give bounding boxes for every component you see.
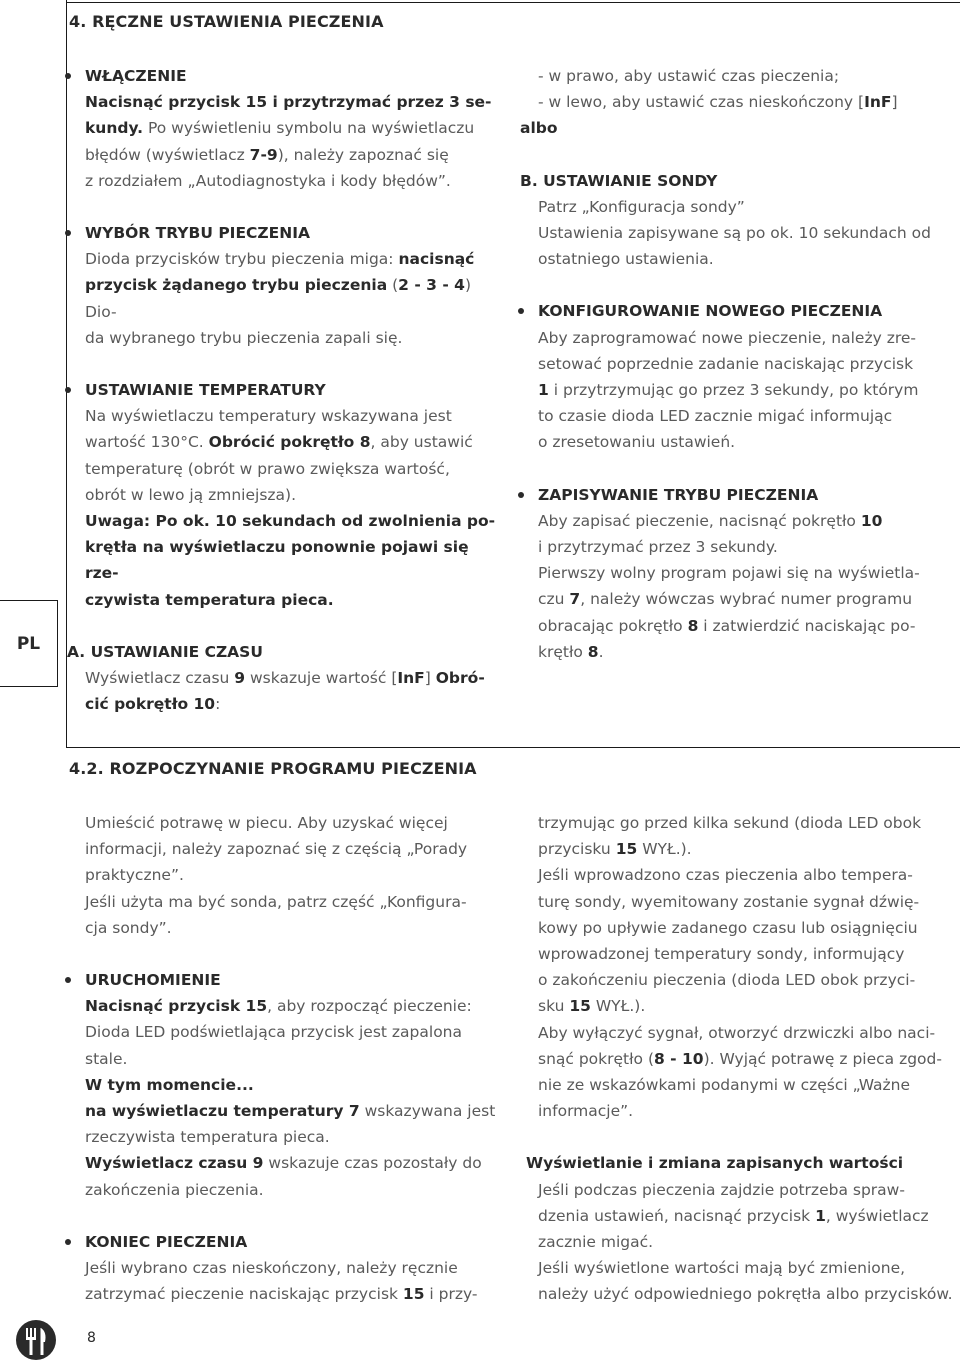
text-line: temperaturę (obrót w prawo zwiększa wartość, [85,459,450,478]
text-span: ] [891,93,898,112]
text-line [85,429,505,455]
text-span: i zatwierdzić naciskając po- [698,616,916,635]
text-line: W tym momencie... [85,1075,254,1094]
text-line: turę sondy, wyemitowany zostanie sygnał dźwię- [538,892,920,911]
section42-right-column [526,810,958,1308]
text-line: Jeśli użyta ma być sonda, patrz część „Konfigura- [85,892,467,911]
heading-wybor: WYBÓR TRYBU PIECZENIA [85,220,505,246]
section42-left-column [85,810,505,1307]
text-line [538,993,958,1019]
text-span: przycisku [538,840,616,859]
heading-czas: A. USTAWIANIE CZASU [67,642,263,661]
text-line: Jeśli wyświetlone wartości mają być zmienione, [538,1259,906,1278]
text-bold: 7 [569,590,581,609]
heading-zapis: ZAPISYWANIE TRYBU PIECZENIA [538,482,958,508]
text-line: Umieścić potrawę w piecu. Aby uzyskać więcej [85,814,448,832]
text-bold: na wyświetlaczu temperatury 7 [85,1102,360,1121]
text-span: - w lewo, aby ustawić czas nieskończony [ [538,93,865,112]
section42-title: 4.2. ROZPOCZYNANIE PROGRAMU PIECZENIA [69,759,477,778]
text-span: dzenia ustawień, nacisnąć przycisk [538,1206,816,1225]
text-line [538,1203,958,1229]
text-line: Aby zaprogramować nowe pieczenie, należy zre- [538,328,916,347]
text-span: i przy- [424,1285,478,1304]
text-bold: 15 [615,840,638,859]
text-span: . [598,642,604,661]
text-span: wartość 130°C. [85,433,209,452]
text-span: ( [387,276,399,295]
text-line: Dioda LED podświetlająca przycisk jest zapalona [85,1023,463,1042]
text-line [85,246,505,272]
left-rule [66,0,67,748]
text-span: obracając pokrętło [538,616,688,635]
page-number: 8 [87,1330,96,1346]
text-bold: nacisnąć [398,250,475,269]
text-line: Na wyświetlaczu temperatury wskazywana jest [85,407,452,426]
text-line [538,89,958,115]
text-line [85,993,505,1019]
text-line: nie ze wskazówkami podanymi w części „Ważne [538,1076,911,1095]
text-bold: Nacisnąć przycisk 15 [85,997,268,1016]
text-line [85,691,505,717]
text-line: zacznie migać. [538,1233,654,1252]
text-line [85,272,505,324]
text-bold: kundy. [85,119,144,138]
text-line: Jeśli wybrano czas nieskończony, należy ręcznie [85,1259,458,1278]
text-span: , wyświetlacz [825,1206,929,1225]
text-span: i przytrzymując go przez 3 sekundy, po którym [548,381,919,400]
text-line: - w prawo, aby ustawić czas pieczenia; [538,67,840,85]
heading-temperatura: USTAWIANIE TEMPERATURY [85,377,505,403]
text-line: kowy po upływie zadanego czasu lub osiągnięciu [538,918,918,937]
text-line [538,377,958,403]
text-span: wskazuje wartość [ [245,669,398,688]
text-bold: Wyświetlacz czasu 9 [85,1154,264,1173]
text-line: ostatniego ustawienia. [538,250,714,269]
text-bold: 10 [860,511,883,530]
text-line: Pierwszy wolny program pojawi się na wyświetla- [538,564,920,583]
text-span: zatrzymać pieczenie naciskając przycisk [85,1285,403,1304]
text-line [538,639,958,665]
text-line: Ustawienia zapisywane są po ok. 10 sekundach od [538,224,931,243]
text-line: cja sondy”. [85,918,172,937]
text-span: błędów (wyświetlacz [85,145,250,164]
text-bold: 7-9 [249,145,278,164]
text-bold: InF [864,93,892,112]
text-line: setować poprzednie zadanie naciskając przycisk [538,354,914,373]
text-line [538,613,958,639]
text-bold: przycisk żądanego trybu pieczenia [85,276,388,295]
text-span: sku [538,997,570,1016]
language-tab: PL [0,600,58,687]
text-line: czywista temperatura pieca. [85,590,334,609]
text-line: o zakończeniu pieczenia (dioda LED obok przyci- [538,971,916,990]
text-line: praktyczne”. [85,866,184,885]
heading-wlaczenie: WŁĄCZENIE [85,63,505,89]
heading-wyswietlanie: Wyświetlanie i zmiana zapisanych wartości [526,1154,904,1173]
text-line: o zresetowaniu ustawień. [538,433,736,452]
text-span: ) Dio- [85,276,472,321]
heading-koniec: KONIEC PIECZENIA [85,1229,505,1255]
text-line: informacji, należy zapoznać się z częścią „Porady [85,840,468,859]
text-bold: 8 [587,642,599,661]
text-line: albo [520,119,558,138]
text-span: WYŁ.). [637,840,692,859]
text-span: krętło [538,642,588,661]
text-bold: Obró- [435,669,485,688]
text-span: , należy wówczas wybrać numer programu [580,590,913,609]
text-line: Jeśli podczas pieczenia zajdzie potrzeba spraw- [538,1180,905,1199]
text-span: wskazywana jest [359,1102,496,1121]
text-span: wskazuje czas pozostały do [263,1154,482,1173]
text-line: Uwaga: Po ok. 10 sekundach od zwolnienia po- [85,512,496,531]
text-span: Po wyświetleniu symbolu na wyświetlaczu [143,119,475,138]
text-line: Patrz „Konfiguracja sondy” [538,197,745,216]
heading-sonda: B. USTAWIANIE SONDY [520,171,718,190]
section4-left-column [67,63,505,717]
text-line [85,1098,505,1124]
text-bold: 8 - 10 [654,1049,704,1068]
text-line: informacje”. [538,1102,634,1121]
top-rule [66,2,960,3]
text-line [85,115,505,141]
text-line [538,836,958,862]
text-line: i przytrzymać przez 3 sekundy. [538,538,778,557]
text-line: obrót w lewo ją zmniejsza). [85,485,296,504]
text-bold: 1 [815,1206,826,1225]
text-span: ). Wyjąć potrawę z pieca zgod- [703,1049,942,1068]
text-line: wprowadzonej temperatury sondy, informujący [538,945,905,964]
text-span: ] [424,669,436,688]
text-bold: InF [397,669,425,688]
text-span: WYŁ.). [590,997,646,1016]
text-line: stale. [85,1049,128,1068]
text-bold: 15 [569,997,591,1016]
text-line: należy użyć odpowiedniego pokrętła albo przycisków. [538,1285,953,1304]
text-span: Wyświetlacz czasu [85,669,235,688]
text-bold: 8 [687,616,699,635]
text-line: Nacisnąć przycisk 15 i przytrzymać przez 3 se- [85,93,492,112]
text-line [85,1281,505,1307]
text-bold: Obrócić pokrętło 8 [208,433,371,452]
text-bold: 9 [234,669,246,688]
text-bold: cić pokrętło 10 [85,695,216,714]
section4-right-column [520,63,958,665]
section-title: 4. RĘCZNE USTAWIENIA PIECZENIA [69,12,384,31]
text-bold: 2 - 3 - 4 [398,276,465,295]
middle-rule [66,747,960,748]
text-line: Aby wyłączyć sygnał, otworzyć drzwiczki albo naci- [538,1023,936,1042]
text-bold: 1 [538,381,549,400]
heading-konfig: KONFIGUROWANIE NOWEGO PIECZENIA [538,298,958,324]
text-span: czu [538,590,570,609]
text-line [85,665,505,691]
text-line [538,508,958,534]
text-bold: 15 [402,1285,425,1304]
text-line [85,142,505,168]
text-line: da wybranego trybu pieczenia zapali się. [85,328,403,347]
text-line: trzymując go przed kilka sekund (dioda LED obok [538,814,922,832]
text-span: , aby rozpocząć pieczenie: [267,997,472,1016]
text-span: Aby zapisać pieczenie, nacisnąć pokrętło [538,511,861,530]
cutlery-icon [14,1318,66,1362]
text-line: rzeczywista temperatura pieca. [85,1128,330,1147]
text-line: krętła na wyświetlaczu ponownie pojawi się rze- [85,538,469,583]
text-line: to czasie dioda LED zacznie migać informując [538,407,893,426]
text-line [85,1150,505,1176]
text-span: , aby ustawić [370,433,473,452]
text-span: ), należy zapoznać się [277,145,449,164]
text-line [538,586,958,612]
text-line: zakończenia pieczenia. [85,1180,264,1199]
text-line [538,1046,958,1072]
text-span: : [215,695,221,714]
text-span: snąć pokrętło ( [538,1049,654,1068]
text-line: Jeśli wprowadzono czas pieczenia albo tempera- [538,866,913,885]
heading-uruchomienie: URUCHOMIENIE [85,967,505,993]
text-line: z rozdziałem „Autodiagnostyka i kody błędów”. [85,171,451,190]
text-span: Dioda przycisków trybu pieczenia miga: [85,250,399,269]
